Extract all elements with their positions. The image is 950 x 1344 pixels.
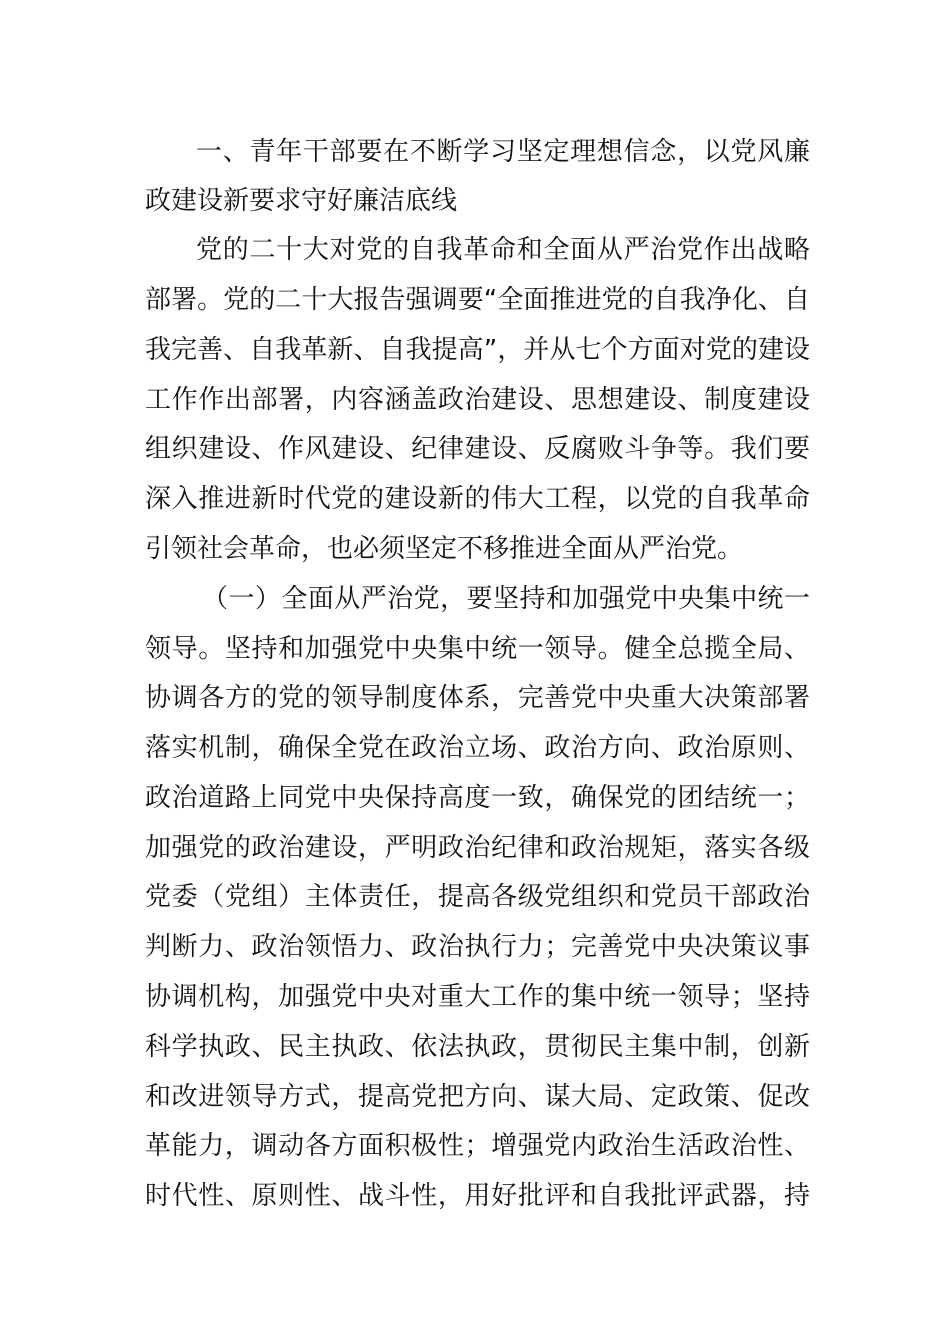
paragraph-2-line-2: 领导。坚持和加强党中央集中统一领导。健全总揽全局、 [145,634,810,664]
paragraph-2-line-10: 科学执政、民主执政、依法执政，贯彻民主集中制，创新 [145,1032,810,1062]
paragraph-2-line-13: 时代性、原则性、战斗性，用好批评和自我批评武器，持 [145,1181,810,1211]
paragraph-2-line-4: 落实机制，确保全党在政治立场、政治方向、政治原则、 [145,733,810,763]
paragraph-2-line-7: 党委（党组）主体责任，提高各级党组织和党员干部政治 [145,882,810,912]
paragraph-2-line-12: 革能力，调动各方面积极性；增强党内政治生活政治性、 [145,1131,810,1161]
paragraph-2-line-6: 加强党的政治建设，严明政治纪律和政治规矩，落实各级 [145,833,810,863]
paragraph-2-line-9: 协调机构，加强党中央对重大工作的集中统一领导；坚持 [145,982,810,1012]
paragraph-1-line-1: 党的二十大对党的自我革命和全面从严治党作出战略 [196,235,810,265]
paragraph-1-line-5: 组织建设、作风建设、纪律建设、反腐败斗争等。我们要 [145,434,810,464]
paragraph-2-line-11: 和改进领导方式，提高党把方向、谋大局、定政策、促改 [145,1082,810,1112]
paragraph-2-line-3: 协调各方的党的领导制度体系，完善党中央重大决策部署 [145,683,810,713]
paragraph-1-line-6: 深入推进新时代党的建设新的伟大工程，以党的自我革命 [145,484,810,514]
heading-line-2: 政建设新要求守好廉洁底线 [145,186,458,216]
paragraph-2-line-8: 判断力、政治领悟力、政治执行力；完善党中央决策议事 [145,932,810,962]
paragraph-1-line-2: 部署。党的二十大报告强调要“全面推进党的自我净化、自 [145,285,810,315]
paragraph-1-line-3: 我完善、自我革新、自我提高”，并从七个方面对党的建设 [145,335,810,365]
paragraph-1-line-4: 工作作出部署，内容涵盖政治建设、思想建设、制度建设 [145,385,810,415]
paragraph-2-line-1: （一）全面从严治党，要坚持和加强党中央集中统一 [202,584,810,614]
paragraph-1-line-7: 引领社会革命，也必须坚定不移推进全面从严治党。 [145,534,744,564]
heading-line-1: 一、青年干部要在不断学习坚定理想信念，以党风廉 [196,137,810,167]
paragraph-2-line-5: 政治道路上同党中央保持高度一致，确保党的团结统一； [145,783,810,813]
